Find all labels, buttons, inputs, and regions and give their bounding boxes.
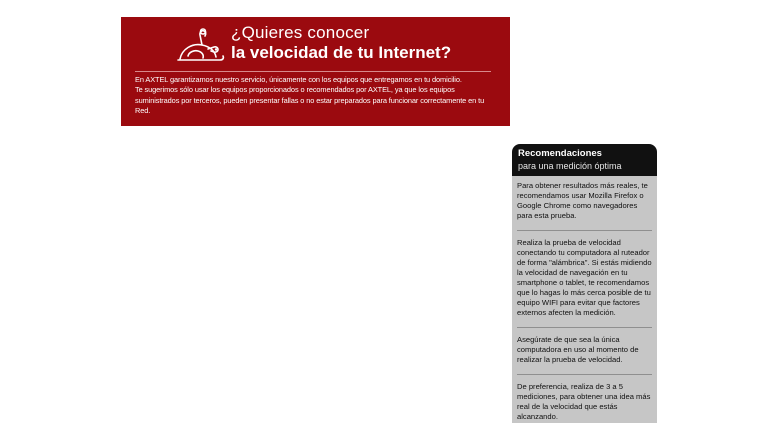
banner-title-line1: ¿Quieres conocer bbox=[231, 23, 370, 42]
recommendations-header bbox=[512, 144, 657, 176]
banner-disclaimer bbox=[135, 75, 499, 116]
speed-gauge-icon bbox=[176, 25, 226, 67]
speed-test-banner bbox=[121, 17, 510, 126]
banner-paragraph-1: En AXTEL garantizamos nuestro servicio, únicamente con los equipos que entregamos en tu domicilio. bbox=[135, 75, 462, 84]
recommendations-panel bbox=[512, 144, 657, 423]
recommendation-tip: Para obtener resultados más reales, te recomendamos usar Mozilla Firefox o Google Chrome como navegadores para esta prueba. bbox=[517, 180, 652, 231]
recommendation-tip: Realiza la prueba de velocidad conectando tu computadora al ruteador de forma "alámbrica". Si estás midiendo la velocidad de navegación en tu smartphone o tablet, te recomendamos que lo hagas lo más cerca posible de tu equipo WIFI para evitar que factores externos afecten la medición. bbox=[517, 237, 652, 328]
banner-paragraph-2: Te sugerimos sólo usar los equipos proporcionados o recomendados por AXTEL, ya que los equipos suministrados por terceros, pueden presentar fallas o no estar preparados para funcionar correctamente en tu Red. bbox=[135, 85, 485, 115]
recommendation-tip: Asegúrate de que sea la única computadora en uso al momento de realizar la prueba de velocidad. bbox=[517, 334, 652, 375]
recommendations-subtitle: para una medición óptima bbox=[518, 161, 622, 171]
recommendation-tip: De preferencia, realiza de 3 a 5 mediciones, para obtener una idea más real de la velocidad que estás alcanzando. bbox=[517, 381, 652, 423]
recommendations-body[interactable] bbox=[512, 176, 657, 423]
recommendations-title: Recomendaciones bbox=[518, 148, 602, 159]
banner-divider bbox=[135, 71, 491, 72]
banner-title bbox=[231, 23, 451, 63]
banner-title-line2: la velocidad de tu Internet? bbox=[231, 43, 452, 62]
